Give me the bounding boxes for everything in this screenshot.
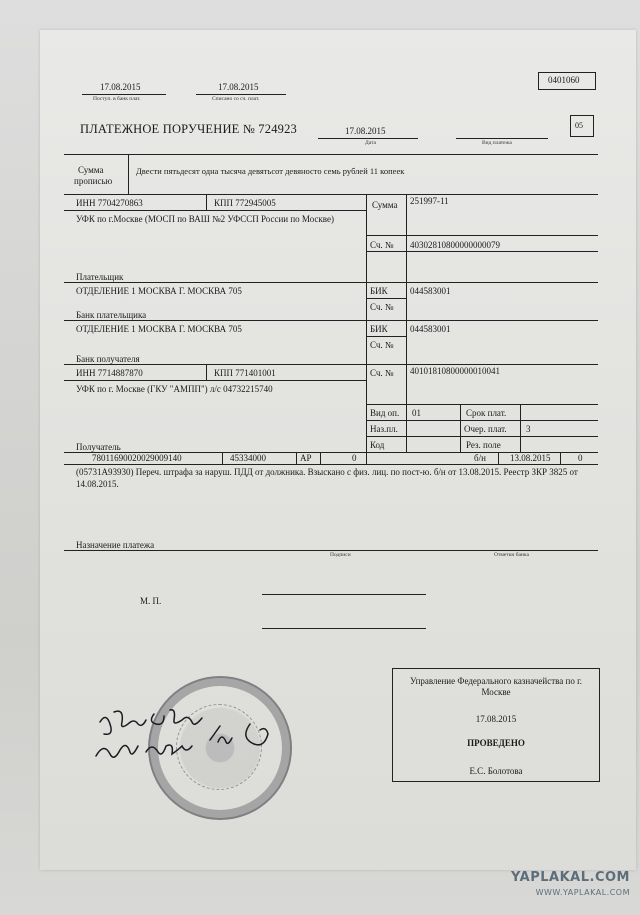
date-received-line [82,94,166,95]
op-type-label: Вид оп. [370,408,400,418]
recipient-inn-kpp-divider [206,364,207,380]
recipient-bank-account-label: Сч. № [370,340,394,350]
tax-div-3 [320,452,321,464]
payer-bank: ОТДЕЛЕНИЕ 1 МОСКВА Г. МОСКВА 705 [76,286,242,296]
tax-basis: АР [300,453,312,463]
document-date-line [318,138,418,139]
grid-line-recipient-bank [64,364,598,365]
sum-value: 251997-11 [410,196,449,206]
payer-bik-label: БИК [370,286,388,296]
signatures-label: Подписи [330,552,351,558]
grid-vertical-term [460,404,461,452]
label-debited: Списано со сч. плат. [212,96,260,102]
recipient-bik: 044583001 [410,324,451,334]
sum-words-divider [128,154,129,194]
payer-bik: 044583001 [410,286,451,296]
recipient-bank: ОТДЕЛЕНИЕ 1 МОСКВА Г. МОСКВА 705 [76,324,242,334]
sum-words: Двести пятьдесят одна тысяча девятьсот девяносто семь рублей 11 копеек [136,166,405,176]
tax-div-6 [560,452,561,464]
grid-line-optype [366,404,598,405]
grid-line-tax [64,464,598,465]
payer-account: 40302810800000000079 [410,240,500,250]
tax-doc-date: 13.08.2015 [510,453,551,463]
payer-bank-account-label: Сч. № [370,302,394,312]
tax-oktmo: 45334000 [230,453,266,463]
tax-doc-no: б/н [474,453,486,463]
recipient-name: УФК по г. Москве (ГКУ "АМПП") л/с 04732215740 [76,384,273,394]
label-payment-type: Вид платежа [482,140,512,146]
status-code: 05 [575,121,583,130]
date-debited: 17.08.2015 [218,82,259,92]
recipient-account-label: Сч. № [370,368,394,378]
purpose-text: (05731А93930) Переч. штрафа за наруш. ПДД от должника. Взыскано с физ. лиц. по пост-ю. б/н от 13.08.2015. Реестр ЗКР 3825 от 14.08.2015. [76,467,578,489]
tax-div-1 [222,452,223,464]
recipient-label: Получатель [76,442,121,452]
payer-inn: ИНН 7704270863 [76,198,143,208]
bank-marks-label: Отметки банка [494,552,529,558]
date-received: 17.08.2015 [100,82,141,92]
tax-div-4 [366,452,367,464]
treasury-name: Управление Федерального казначейства по г. Москве [409,676,583,697]
signature-line-1 [262,594,426,595]
op-type-value: 01 [412,408,421,418]
tax-period: 0 [352,453,357,463]
inn-kpp-divider [206,194,207,210]
tax-type: 0 [578,453,583,463]
document-title: ПЛАТЕЖНОЕ ПОРУЧЕНИЕ № 724923 [80,122,297,136]
payer-bank-label: Банк плательщика [76,310,147,320]
watermark-sub: WWW.YAPLAKAL.COM [535,888,630,897]
purpose-label: Назначение платежа [76,540,155,550]
grid-line-bik1 [366,298,406,299]
treasury-officer: Е.С. Болотова [469,766,523,776]
grid-line-payer [64,282,598,283]
reserve-label: Рез. поле [466,440,501,450]
recipient-bank-label: Банк получателя [76,354,140,364]
sum-words-label-1: Сумма [78,165,104,175]
sum-label: Сумма [372,200,398,210]
grid-vertical-main [366,194,367,452]
recipient-inn: ИНН 7714887870 [76,368,143,378]
tax-div-5 [498,452,499,464]
treasury-date: 17.08.2015 [475,714,517,724]
grid-line-sum [366,235,598,236]
purpose-code-label: Наз.пл. [370,424,398,434]
tax-kbk: 78011690020029009140 [92,453,182,463]
signature-line-2 [262,628,426,629]
sum-words-top-line [64,154,598,155]
recipient-kpp: КПП 771401001 [214,368,276,378]
form-code: 0401060 [548,75,580,85]
grid-line-inn [64,210,366,211]
grid-vertical-labels [406,194,407,452]
payment-type-line [456,138,548,139]
tax-div-2 [296,452,297,464]
grid-line-purpose-code [366,420,598,421]
recipient-bik-label: БИК [370,324,388,334]
term-label: Срок плат. [466,408,507,418]
date-debited-line [196,94,286,95]
grid-line-code [366,436,598,437]
code-label: Код [370,440,385,450]
grid-line-bik2 [366,336,406,337]
label-received: Поступ. в банк плат. [93,96,141,102]
watermark-main: YAPLAKAL.COM [511,870,630,885]
payer-name: УФК по г.Москве (МОСП по ВАШ №2 УФССП России по Москве) [76,214,334,224]
sum-words-label-2: прописью [74,176,113,186]
payer-kpp: КПП 772945005 [214,198,276,208]
payer-account-label: Сч. № [370,240,394,250]
payer-label: Плательщик [76,272,124,282]
handwritten-annotation [90,700,290,770]
mp-label: М. П. [140,596,162,606]
label-date: Дата [365,140,376,146]
grid-vertical-term-value [520,404,521,452]
grid-line-recipient-inn [64,380,366,381]
recipient-account: 40101810800000010041 [410,366,500,376]
grid-line-acc1 [366,251,598,252]
order-label: Очер. плат. [464,424,507,434]
document-date: 17.08.2015 [345,126,386,136]
grid-line-1 [64,194,598,195]
treasury-status: ПРОВЕДЕНО [467,738,525,748]
order-value: 3 [526,424,531,434]
